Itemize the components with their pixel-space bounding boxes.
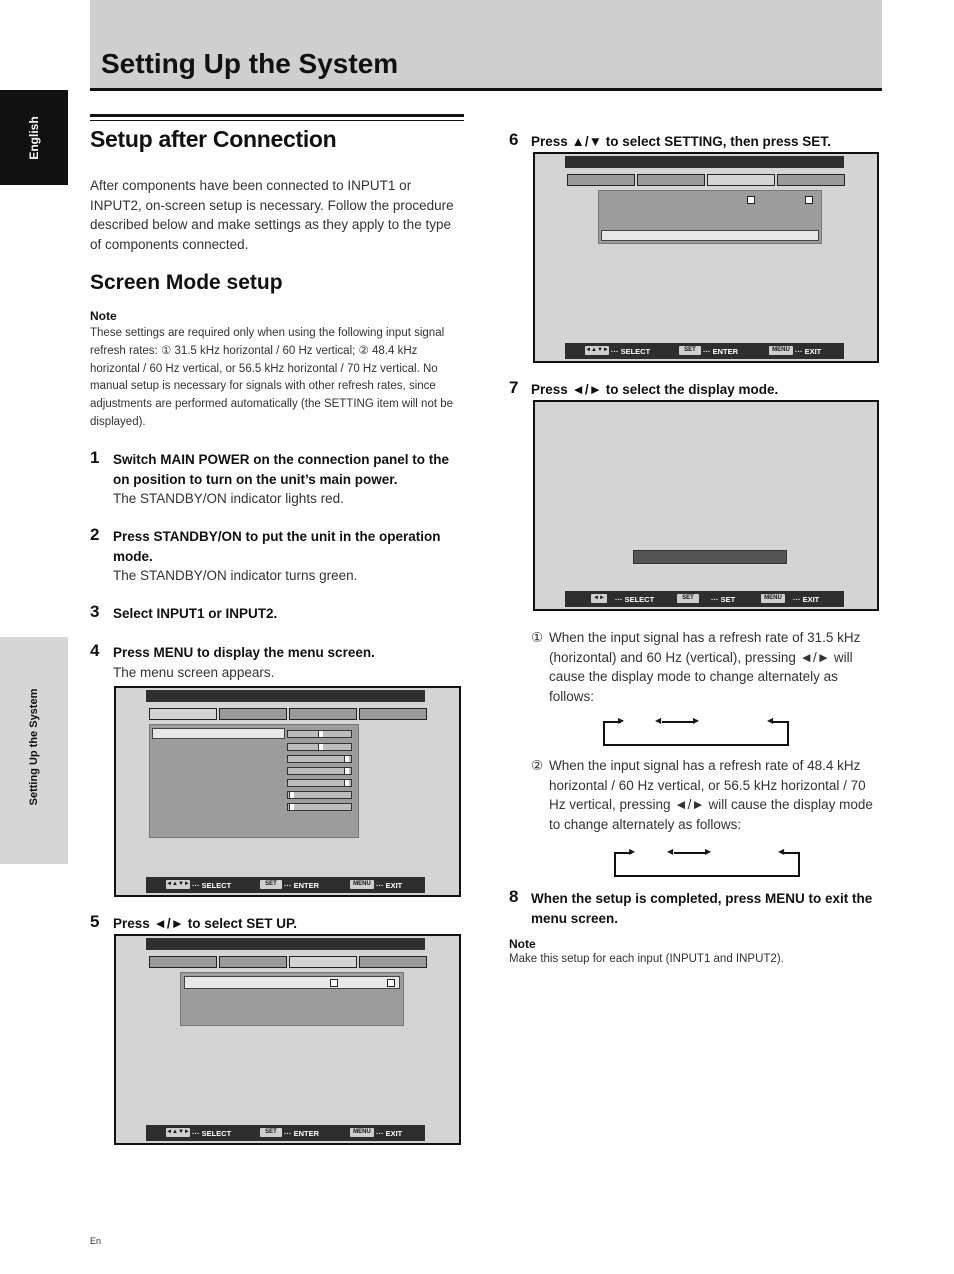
- intro-text: After components have been connected to INPUT1 or INPUT2, on-screen setup is necessary. Follow the procedure described below and make settings as they apply to the type of components connected.: [90, 178, 454, 252]
- display-mode-screen-illustration: [533, 400, 879, 611]
- step-5: [113, 914, 465, 934]
- note-title: Note: [90, 309, 117, 323]
- checkbox-icon: [387, 979, 395, 987]
- step-instruction: Switch MAIN POWER on the connection panel to the on position to turn on the unit’s main power.: [113, 452, 450, 487]
- step-instruction: Press MENU to display the menu screen.: [113, 645, 375, 660]
- step-6: [531, 132, 881, 152]
- menu-title-bar: [146, 690, 425, 702]
- step-result: The STANDBY/ON indicator lights red.: [113, 491, 344, 506]
- language-tab-label: English: [27, 116, 41, 160]
- step-number: 8: [509, 887, 519, 906]
- checkbox-icon: [805, 196, 813, 204]
- section-rule-thin: [90, 120, 464, 121]
- sub-item-marker: ①: [531, 630, 544, 645]
- screen-footer: ◄▲▼► ··· SELECT SET ··· ENTER MENU ··· EXIT: [146, 877, 425, 893]
- adjust-slider: [287, 767, 352, 775]
- setup-screen-illustration: [114, 934, 461, 1145]
- menu-tab: [289, 708, 357, 720]
- step-number: 3: [90, 602, 100, 621]
- menu-highlight: [152, 728, 285, 739]
- menu-title-bar: [146, 938, 425, 950]
- menu-tab-setup: [707, 174, 775, 186]
- checkbox-icon: [747, 196, 755, 204]
- menu-tab: [219, 708, 287, 720]
- arrow-right-icon: ▶: [693, 716, 700, 725]
- screen-footer: ◄► ··· SELECT SET ··· SET MENU ··· EXIT: [565, 591, 844, 607]
- step-instruction: Select INPUT1 or INPUT2.: [113, 606, 278, 621]
- step-7: [531, 380, 881, 400]
- step-number: 7: [509, 378, 519, 397]
- screen-footer: ◄▲▼► ··· SELECT SET ··· ENTER MENU ··· EXIT: [146, 1125, 425, 1141]
- adjust-slider: [287, 803, 352, 811]
- note-title: Note: [509, 937, 536, 951]
- menu-screen-illustration: [114, 686, 461, 897]
- arrow-keys-icon: ◄▲▼►: [585, 347, 609, 353]
- sub-item-text: When the input signal has a refresh rate of 48.4 kHz horizontal / 60 Hz vertical, or 56.5 kHz horizontal / 70 Hz vertical, pressing ◄/► will cause the display mode to change alternately as follows:: [549, 758, 873, 832]
- step-number: 2: [90, 525, 100, 544]
- note-block: [509, 937, 879, 965]
- arrow-keys-icon: ◄►: [591, 594, 607, 603]
- menu-tab-setup: [289, 956, 357, 968]
- header-rule: [90, 88, 882, 91]
- menu-tab: [359, 956, 427, 968]
- menu-tab: [359, 708, 427, 720]
- setting-screen-illustration: [533, 152, 879, 363]
- arrow-left-icon: ◀: [655, 716, 662, 725]
- step-8: [531, 889, 881, 928]
- mode-cycle-diagram: [600, 712, 792, 746]
- menu-tab: [149, 708, 217, 720]
- mode-cycle-diagram: [612, 844, 802, 878]
- step-instruction: Press STANDBY/ON to put the unit in the operation mode.: [113, 529, 441, 564]
- step-number: 6: [509, 130, 519, 149]
- language-tab: [0, 90, 68, 185]
- note-text: These settings are required only when using the following input signal refresh rates: ① 31.5 kHz horizontal / 60 Hz vertical; ② 48.4 kHz horizontal / 60 Hz vertical, or 56.5 kHz horizontal / 70 Hz vertical. No manual setup is necessary for signals with other refresh rates, since adjustments are performed automatically (the SETTING item will not be displayed).: [90, 327, 454, 428]
- section-tab-label: Setting Up the System: [28, 688, 40, 806]
- arrow-left-icon: ◀: [767, 716, 774, 725]
- setting-highlight: [601, 230, 819, 241]
- adjust-slider: [287, 779, 352, 787]
- arrow-keys-icon: ◄▲▼►: [166, 1129, 190, 1135]
- step-3: [113, 604, 465, 624]
- adjust-slider: [287, 755, 352, 763]
- subsection-title: Screen Mode setup: [90, 271, 283, 294]
- menu-tab: [567, 174, 635, 186]
- setup-highlight: [184, 976, 400, 989]
- step-result: The STANDBY/ON indicator turns green.: [113, 568, 358, 583]
- menu-tab: [777, 174, 845, 186]
- sub-item-text: When the input signal has a refresh rate of 31.5 kHz (horizontal) and 60 Hz (vertical), pressing ◄/► will cause the display mode to change alternately as follows:: [549, 630, 861, 704]
- step-number: 4: [90, 641, 100, 660]
- checkbox-icon: [330, 979, 338, 987]
- note-text: Make this setup for each input (INPUT1 and INPUT2).: [509, 953, 784, 965]
- display-mode-bar: [633, 550, 787, 564]
- menu-tab: [219, 956, 287, 968]
- step-2: [113, 527, 465, 586]
- step-instruction: Press ▲/▼ to select SETTING, then press SET.: [531, 134, 831, 149]
- step-instruction: Press ◄/► to select SET UP.: [113, 916, 298, 931]
- arrow-left-icon: ◀: [667, 847, 674, 856]
- note-block: [90, 309, 466, 432]
- step-number: 5: [90, 912, 100, 931]
- sub-item-marker: ②: [531, 758, 544, 773]
- section-rule: [90, 114, 464, 117]
- menu-tab: [637, 174, 705, 186]
- step-1: [113, 450, 465, 509]
- arrow-right-icon: ▶: [618, 716, 625, 725]
- section-tab: [0, 637, 68, 864]
- step-instruction: Press ◄/► to select the display mode.: [531, 382, 779, 397]
- menu-title-bar: [565, 156, 844, 168]
- section-title: Setup after Connection: [90, 126, 337, 152]
- page-title: Setting Up the System: [101, 48, 399, 79]
- page-footer: En: [90, 1236, 102, 1246]
- adjust-slider: [287, 743, 352, 751]
- step-result: The menu screen appears.: [113, 664, 275, 680]
- arrow-left-icon: ◀: [778, 847, 785, 856]
- menu-tab: [149, 956, 217, 968]
- arrow-right-icon: ▶: [705, 847, 712, 856]
- step-instruction: When the setup is completed, press MENU to exit the menu screen.: [531, 891, 873, 926]
- adjust-slider: [287, 730, 352, 738]
- arrow-keys-icon: ◄▲▼►: [166, 881, 190, 887]
- arrow-right-icon: ▶: [629, 847, 636, 856]
- step-4: [113, 643, 465, 682]
- step-number: 1: [90, 448, 100, 467]
- screen-footer: ◄▲▼► ··· SELECT SET ··· ENTER MENU ··· EXIT: [565, 343, 844, 359]
- adjust-slider: [287, 791, 352, 799]
